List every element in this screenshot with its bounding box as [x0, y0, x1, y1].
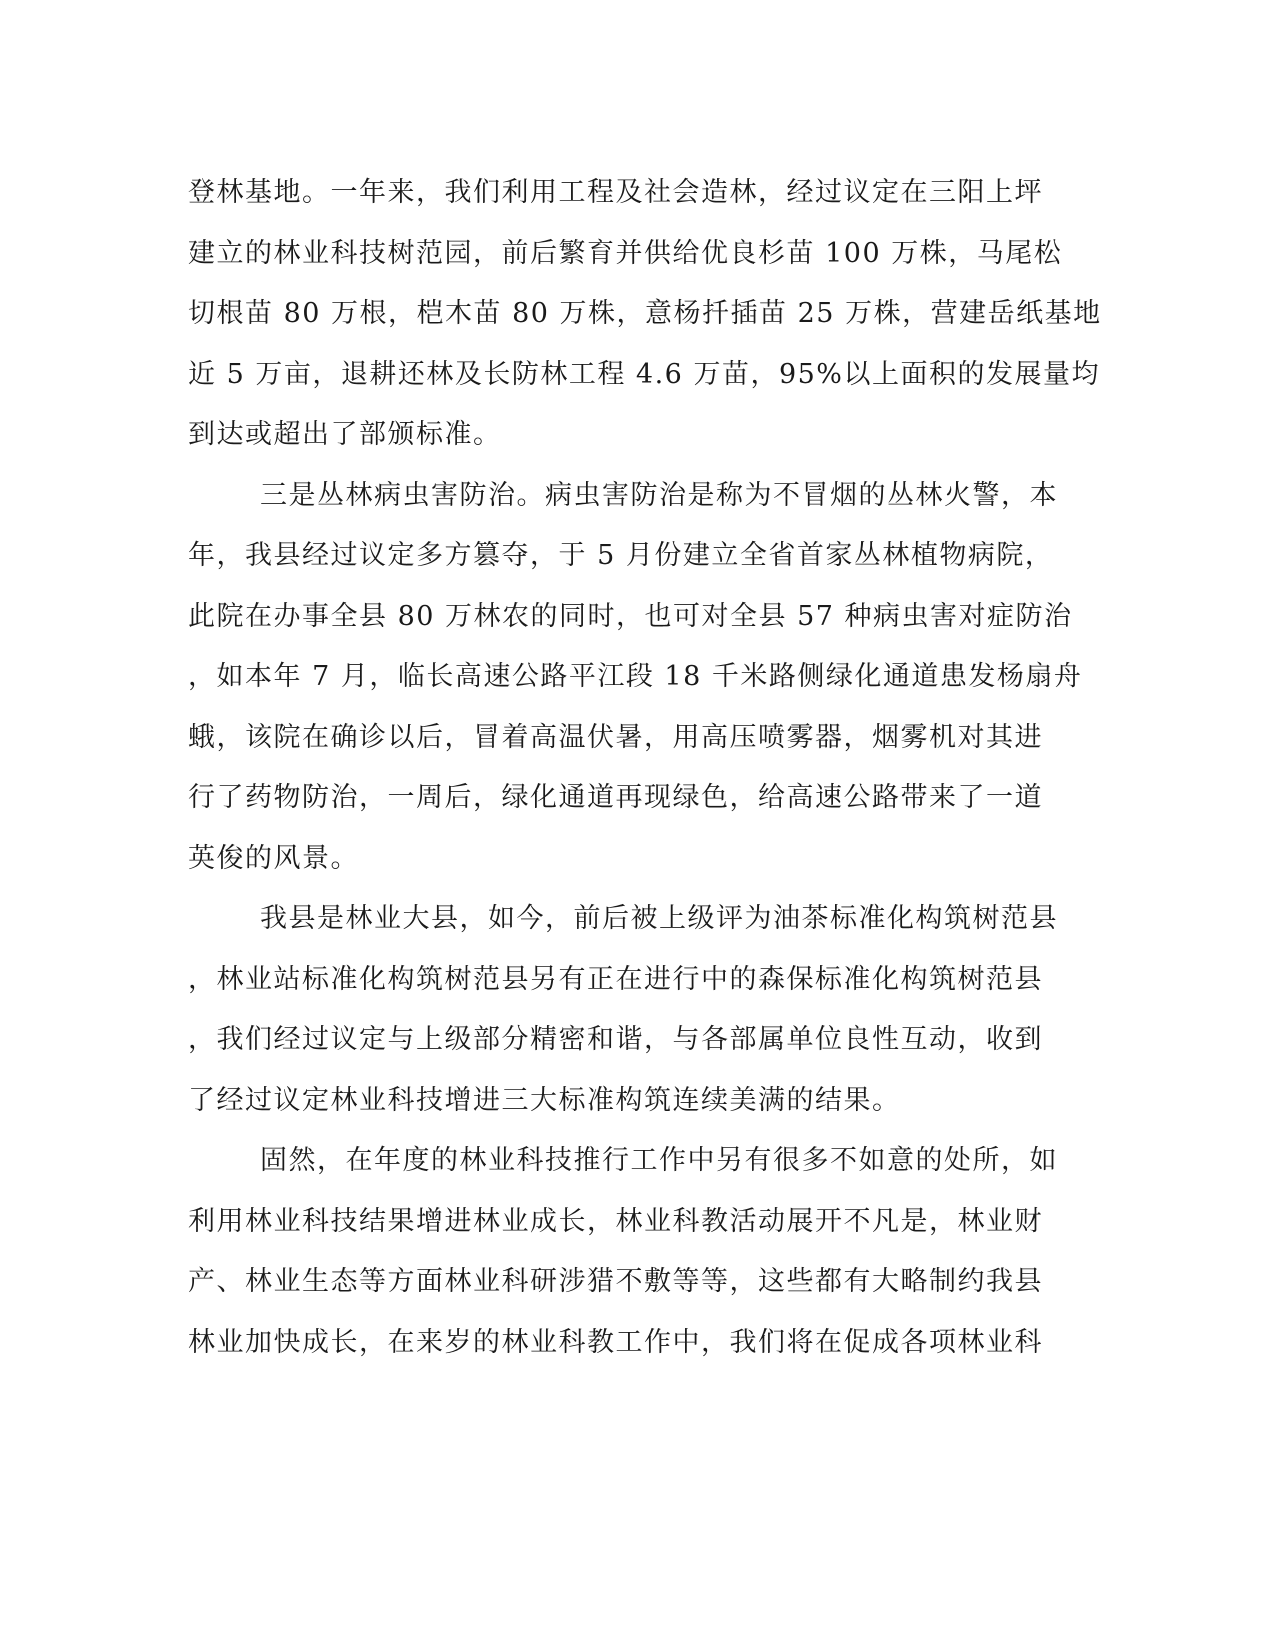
text-line: 行了药物防治，一周后，绿化通道再现绿色，给高速公路带来了一道 [188, 782, 1043, 813]
text-line: ，我们经过议定与上级部分精密和谐，与各部属单位良性互动，收到 [188, 1024, 1043, 1055]
body-text [188, 163, 1102, 1373]
paragraph-first-line: 固然，在年度的林业科技推行工作中另有很多不如意的处所，如 [260, 1145, 1058, 1176]
text-line: 此院在办事全县 80 万林农的同时，也可对全县 57 种病虫害对症防治 [188, 600, 1073, 632]
text-line: 切根苗 80 万根，桤木苗 80 万株，意杨扦插苗 25 万株，营建岳纸基地 [188, 298, 1102, 329]
text-line: 建立的林业科技树范园，前后繁育并供给优良杉苗 100 万株，马尾松 [188, 237, 1063, 269]
text-line: 蛾，该院在确诊以后，冒着高温伏暑，用高压喷雾器，烟雾机对其进 [188, 721, 1043, 753]
text-line: 英俊的风景。 [188, 842, 359, 874]
text-line: ，林业站标准化构筑树范县另有正在进行中的森保标准化构筑树范县 [188, 963, 1043, 995]
text-line: 近 5 万亩，退耕还林及长防林工程 4.6 万苗，95%以上面积的发展量均 [188, 358, 1100, 390]
text-line: 登林基地。一年来，我们利用工程及社会造林，经过议定在三阳上坪 [188, 177, 1043, 208]
text-line: 了经过议定林业科技增进三大标准构筑连续美满的结果。 [188, 1084, 901, 1116]
paragraph-first-line: 我县是林业大县，如今，前后被上级评为油茶标准化构筑树范县 [260, 903, 1058, 934]
text-line: 产、林业生态等方面林业科研涉猎不敷等等，这些都有大略制约我县 [188, 1266, 1043, 1297]
text-line: ，如本年 7 月，临长高速公路平江段 18 千米路侧绿化通道患发杨扇舟 [188, 661, 1083, 692]
text-line: 林业加快成长，在来岁的林业科教工作中，我们将在促成各项林业科 [188, 1326, 1043, 1358]
text-line: 年，我县经过议定多方篡夺，于 5 月份建立全省首家丛林植物病院， [188, 540, 1054, 571]
text-line: 到达或超出了部颁标准。 [188, 419, 502, 450]
text-line: 利用林业科技结果增进林业成长，林业科教活动展开不凡是，林业财 [188, 1205, 1043, 1237]
paragraph-first-line: 三是丛林病虫害防治。病虫害防治是称为不冒烟的丛林火警，本 [260, 479, 1058, 511]
